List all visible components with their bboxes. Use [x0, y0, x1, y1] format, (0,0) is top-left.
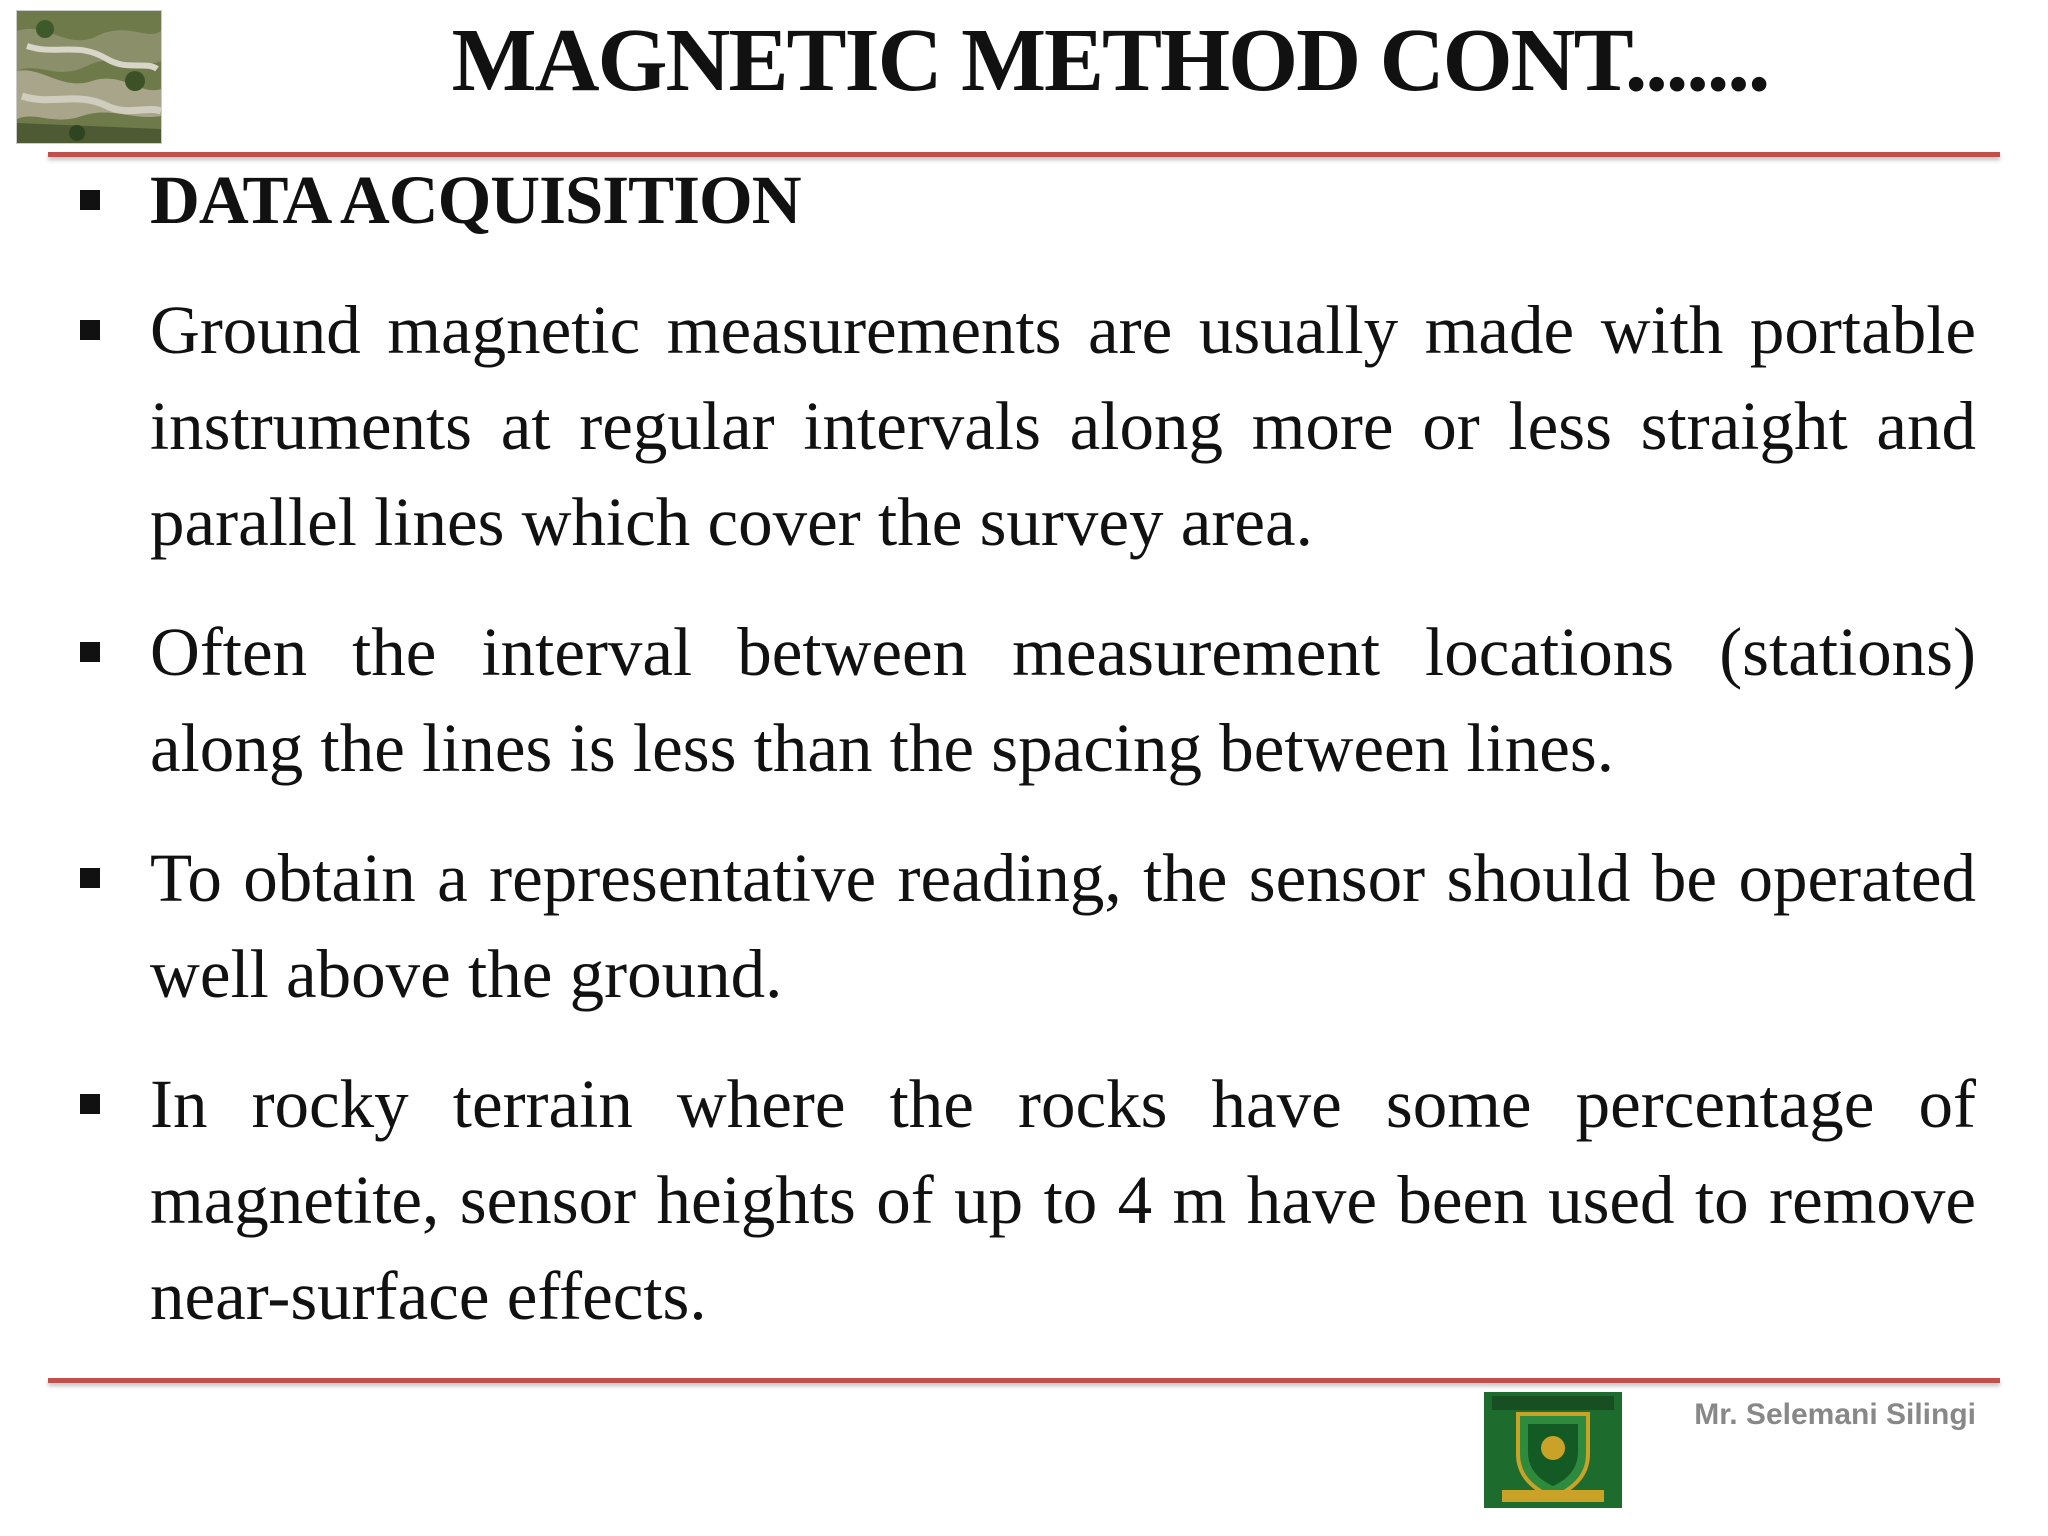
list-item	[72, 152, 1976, 248]
section-heading: DATA ACQUISITION	[150, 162, 801, 238]
list-item	[72, 830, 1976, 1022]
bullet-list	[72, 152, 1976, 1378]
list-item	[72, 1056, 1976, 1344]
bullet-text: To obtain a representative reading, the sensor should be operated well above the ground.	[150, 840, 1976, 1012]
college-crest-image	[1484, 1392, 1622, 1508]
slide-title: MAGNETIC METHOD CONT.......	[451, 11, 1769, 110]
footer-divider	[48, 1378, 2000, 1383]
terrain-photo-image	[17, 11, 161, 143]
square-bullet-icon	[80, 868, 100, 888]
list-item	[72, 282, 1976, 570]
square-bullet-icon	[80, 1094, 100, 1114]
square-bullet-icon	[80, 642, 100, 662]
author-name: Mr. Selemani Silingi	[1694, 1398, 1976, 1431]
square-bullet-icon	[80, 190, 100, 210]
college-crest-logo	[1484, 1392, 1622, 1508]
list-item	[72, 604, 1976, 796]
bullet-text: Ground magnetic measurements are usually made with portable instruments at regular intervals along more or less straight and parallel lines which cover the survey area.	[150, 292, 1976, 560]
terrain-photo	[16, 10, 162, 144]
bullet-text: In rocky terrain where the rocks have some percentage of magnetite, sensor heights of up to 4 m have been used to remove near-surface effects.	[150, 1066, 1976, 1334]
bullet-text: Often the interval between measurement locations (stations) along the lines is less than the spacing between lines.	[150, 614, 1976, 786]
square-bullet-icon	[80, 320, 100, 340]
